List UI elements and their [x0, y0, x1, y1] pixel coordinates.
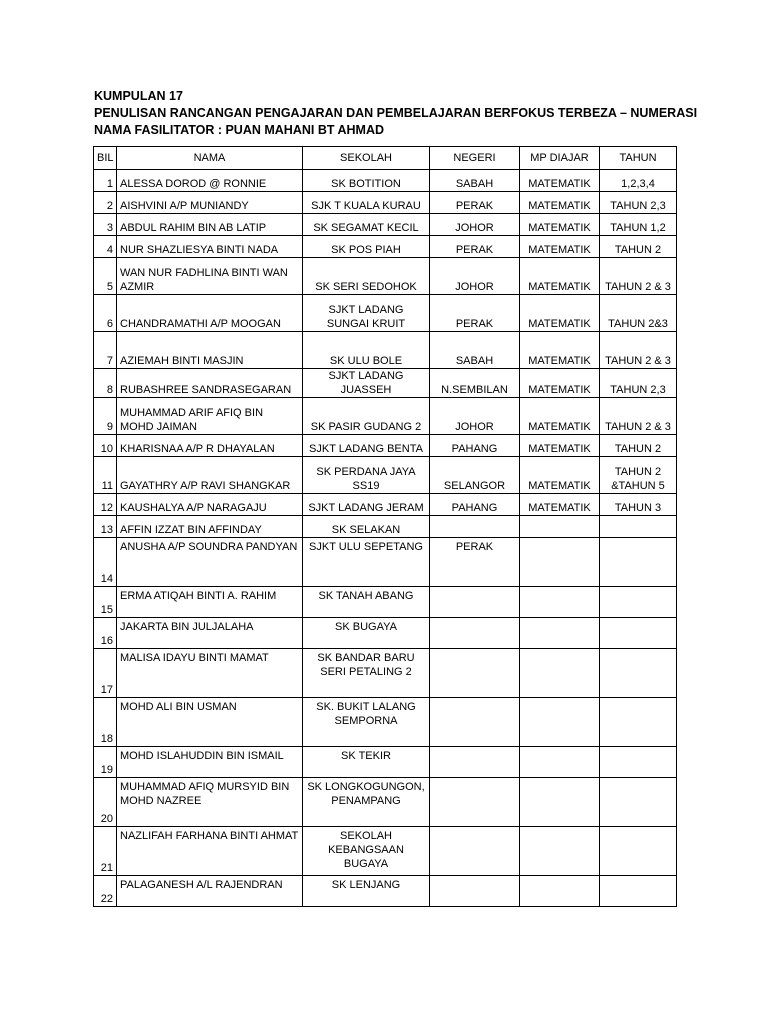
state-name	[430, 876, 520, 907]
subject-taught	[520, 747, 600, 778]
row-number: 1	[94, 170, 117, 192]
participant-table	[93, 146, 677, 907]
subject-taught: MATEMATIK	[520, 236, 600, 258]
table-row	[94, 778, 677, 827]
participant-name: ALESSA DOROD @ RONNIE	[117, 170, 303, 192]
row-number: 4	[94, 236, 117, 258]
state-name: PERAK	[430, 192, 520, 214]
year-levels	[600, 876, 677, 907]
year-levels	[600, 618, 677, 649]
table-body	[94, 170, 677, 907]
year-levels	[600, 778, 677, 827]
row-number: 6	[94, 295, 117, 332]
state-name: SABAH	[430, 170, 520, 192]
subject-taught: MATEMATIK	[520, 258, 600, 295]
row-number: 17	[94, 649, 117, 698]
column-header-sekolah: SEKOLAH	[303, 147, 430, 170]
table-row	[94, 618, 677, 649]
subject-taught	[520, 778, 600, 827]
participant-name: AZIEMAH BINTI MASJIN	[117, 332, 303, 369]
school-name: SK TEKIR	[303, 747, 430, 778]
state-name: JOHOR	[430, 214, 520, 236]
school-name: SK BUGAYA	[303, 618, 430, 649]
participant-name: NUR SHAZLIESYA BINTI NADA	[117, 236, 303, 258]
year-levels	[600, 747, 677, 778]
participant-name: JAKARTA BIN JULJALAHA	[117, 618, 303, 649]
row-number: 2	[94, 192, 117, 214]
year-levels: TAHUN 2	[600, 236, 677, 258]
subject-taught: MATEMATIK	[520, 457, 600, 494]
school-name: SK POS PIAH	[303, 236, 430, 258]
row-number: 8	[94, 369, 117, 398]
table-row	[94, 214, 677, 236]
school-name: SK LONGKOGUNGON, PENAMPANG	[303, 778, 430, 827]
table-header-row	[94, 147, 677, 170]
row-number: 19	[94, 747, 117, 778]
row-number: 10	[94, 435, 117, 457]
state-name	[430, 649, 520, 698]
school-name: SK SERI SEDOHOK	[303, 258, 430, 295]
column-header-negeri: NEGERI	[430, 147, 520, 170]
subject-taught: MATEMATIK	[520, 369, 600, 398]
subject-taught	[520, 649, 600, 698]
row-number: 13	[94, 516, 117, 538]
participant-name: WAN NUR FADHLINA BINTI WAN AZMIR	[117, 258, 303, 295]
state-name: PERAK	[430, 538, 520, 587]
participant-name: ERMA ATIQAH BINTI A. RAHIM	[117, 587, 303, 618]
year-levels	[600, 698, 677, 747]
school-name: SK PERDANA JAYA SS19	[303, 457, 430, 494]
school-name: SK SELAKAN	[303, 516, 430, 538]
subject-taught: MATEMATIK	[520, 214, 600, 236]
table-row	[94, 170, 677, 192]
school-name: SK TANAH ABANG	[303, 587, 430, 618]
row-number: 18	[94, 698, 117, 747]
participant-name: ABDUL RAHIM BIN AB LATIP	[117, 214, 303, 236]
participant-name: CHANDRAMATHI A/P MOOGAN	[117, 295, 303, 332]
row-number: 20	[94, 778, 117, 827]
course-title: PENULISAN RANCANGAN PENGAJARAN DAN PEMBELAJARAN BERFOKUS TERBEZA – NUMERASI	[94, 106, 698, 120]
school-name: SEKOLAH KEBANGSAAN BUGAYA	[303, 827, 430, 876]
table-row	[94, 457, 677, 494]
state-name: PAHANG	[430, 494, 520, 516]
year-levels: TAHUN 2	[600, 435, 677, 457]
participant-name: MUHAMMAD AFIQ MURSYID BIN MOHD NAZREE	[117, 778, 303, 827]
participant-name: MUHAMMAD ARIF AFIQ BIN MOHD JAIMAN	[117, 398, 303, 435]
subject-taught: MATEMATIK	[520, 332, 600, 369]
year-levels: TAHUN 2 & 3	[600, 398, 677, 435]
school-name: SJKT LADANG JUASSEH	[303, 369, 430, 398]
state-name: SELANGOR	[430, 457, 520, 494]
table-row	[94, 747, 677, 778]
state-name	[430, 747, 520, 778]
row-number: 5	[94, 258, 117, 295]
table-row	[94, 587, 677, 618]
table-row	[94, 538, 677, 587]
year-levels: 1,2,3,4	[600, 170, 677, 192]
row-number: 7	[94, 332, 117, 369]
table-row	[94, 494, 677, 516]
row-number: 11	[94, 457, 117, 494]
subject-taught: MATEMATIK	[520, 170, 600, 192]
year-levels: TAHUN 2 & 3	[600, 258, 677, 295]
subject-taught	[520, 698, 600, 747]
state-name	[430, 698, 520, 747]
state-name: N.SEMBILAN	[430, 369, 520, 398]
column-header-mp-diajar: MP DIAJAR	[520, 147, 600, 170]
school-name: SJKT LADANG JERAM	[303, 494, 430, 516]
state-name: PERAK	[430, 295, 520, 332]
year-levels: TAHUN 1,2	[600, 214, 677, 236]
school-name: SK BOTITION	[303, 170, 430, 192]
school-name: SK ULU BOLE	[303, 332, 430, 369]
group-title: KUMPULAN 17	[94, 89, 183, 103]
state-name	[430, 618, 520, 649]
subject-taught: MATEMATIK	[520, 295, 600, 332]
state-name	[430, 516, 520, 538]
row-number: 3	[94, 214, 117, 236]
subject-taught	[520, 827, 600, 876]
subject-taught	[520, 587, 600, 618]
row-number: 15	[94, 587, 117, 618]
school-name: SK LENJANG	[303, 876, 430, 907]
participant-name: AFFIN IZZAT BIN AFFINDAY	[117, 516, 303, 538]
subject-taught	[520, 538, 600, 587]
column-header-tahun: TAHUN	[600, 147, 677, 170]
year-levels	[600, 538, 677, 587]
school-name: SJKT LADANG BENTA	[303, 435, 430, 457]
table-row	[94, 516, 677, 538]
row-number: 22	[94, 876, 117, 907]
school-name: SJK T KUALA KURAU	[303, 192, 430, 214]
state-name: JOHOR	[430, 398, 520, 435]
school-name: SK. BUKIT LALANG SEMPORNA	[303, 698, 430, 747]
state-name: SABAH	[430, 332, 520, 369]
state-name: PAHANG	[430, 435, 520, 457]
participant-name: RUBASHREE SANDRASEGARAN	[117, 369, 303, 398]
participant-name: KHARISNAA A/P R DHAYALAN	[117, 435, 303, 457]
row-number: 16	[94, 618, 117, 649]
state-name: JOHOR	[430, 258, 520, 295]
participant-name: MOHD ALI BIN USMAN	[117, 698, 303, 747]
table-row	[94, 258, 677, 295]
participant-name: PALAGANESH A/L RAJENDRAN	[117, 876, 303, 907]
column-header-bil: BIL	[94, 147, 117, 170]
table-row	[94, 827, 677, 876]
row-number: 14	[94, 538, 117, 587]
participant-name: ANUSHA A/P SOUNDRA PANDYAN	[117, 538, 303, 587]
school-name: SK PASIR GUDANG 2	[303, 398, 430, 435]
table-row	[94, 398, 677, 435]
school-name: SK SEGAMAT KECIL	[303, 214, 430, 236]
school-name: SK BANDAR BARU SERI PETALING 2	[303, 649, 430, 698]
year-levels: TAHUN 2,3	[600, 192, 677, 214]
participant-name: AISHVINI A/P MUNIANDY	[117, 192, 303, 214]
year-levels: TAHUN 2&3	[600, 295, 677, 332]
participant-name: NAZLIFAH FARHANA BINTI AHMAT	[117, 827, 303, 876]
school-name: SJKT LADANG SUNGAI KRUIT	[303, 295, 430, 332]
school-name: SJKT ULU SEPETANG	[303, 538, 430, 587]
year-levels: TAHUN 2 &TAHUN 5	[600, 457, 677, 494]
subject-taught	[520, 618, 600, 649]
year-levels: TAHUN 2 & 3	[600, 332, 677, 369]
subject-taught: MATEMATIK	[520, 435, 600, 457]
table-row	[94, 876, 677, 907]
table-row	[94, 369, 677, 398]
subject-taught: MATEMATIK	[520, 192, 600, 214]
year-levels	[600, 587, 677, 618]
column-header-nama: NAMA	[117, 147, 303, 170]
year-levels	[600, 649, 677, 698]
participant-name: KAUSHALYA A/P NARAGAJU	[117, 494, 303, 516]
table-row	[94, 192, 677, 214]
document-header	[94, 88, 697, 139]
year-levels: TAHUN 3	[600, 494, 677, 516]
state-name: PERAK	[430, 236, 520, 258]
year-levels: TAHUN 2,3	[600, 369, 677, 398]
subject-taught	[520, 516, 600, 538]
subject-taught: MATEMATIK	[520, 494, 600, 516]
table-row	[94, 295, 677, 332]
state-name	[430, 827, 520, 876]
table-row	[94, 649, 677, 698]
subject-taught	[520, 876, 600, 907]
row-number: 12	[94, 494, 117, 516]
state-name	[430, 587, 520, 618]
table-row	[94, 698, 677, 747]
participant-name: GAYATHRY A/P RAVI SHANGKAR	[117, 457, 303, 494]
state-name	[430, 778, 520, 827]
table-row	[94, 236, 677, 258]
year-levels	[600, 827, 677, 876]
table-row	[94, 435, 677, 457]
row-number: 21	[94, 827, 117, 876]
year-levels	[600, 516, 677, 538]
facilitator-name: NAMA FASILITATOR : PUAN MAHANI BT AHMAD	[94, 123, 385, 137]
table-row	[94, 332, 677, 369]
participant-name: MOHD ISLAHUDDIN BIN ISMAIL	[117, 747, 303, 778]
row-number: 9	[94, 398, 117, 435]
subject-taught: MATEMATIK	[520, 398, 600, 435]
participant-name: MALISA IDAYU BINTI MAMAT	[117, 649, 303, 698]
